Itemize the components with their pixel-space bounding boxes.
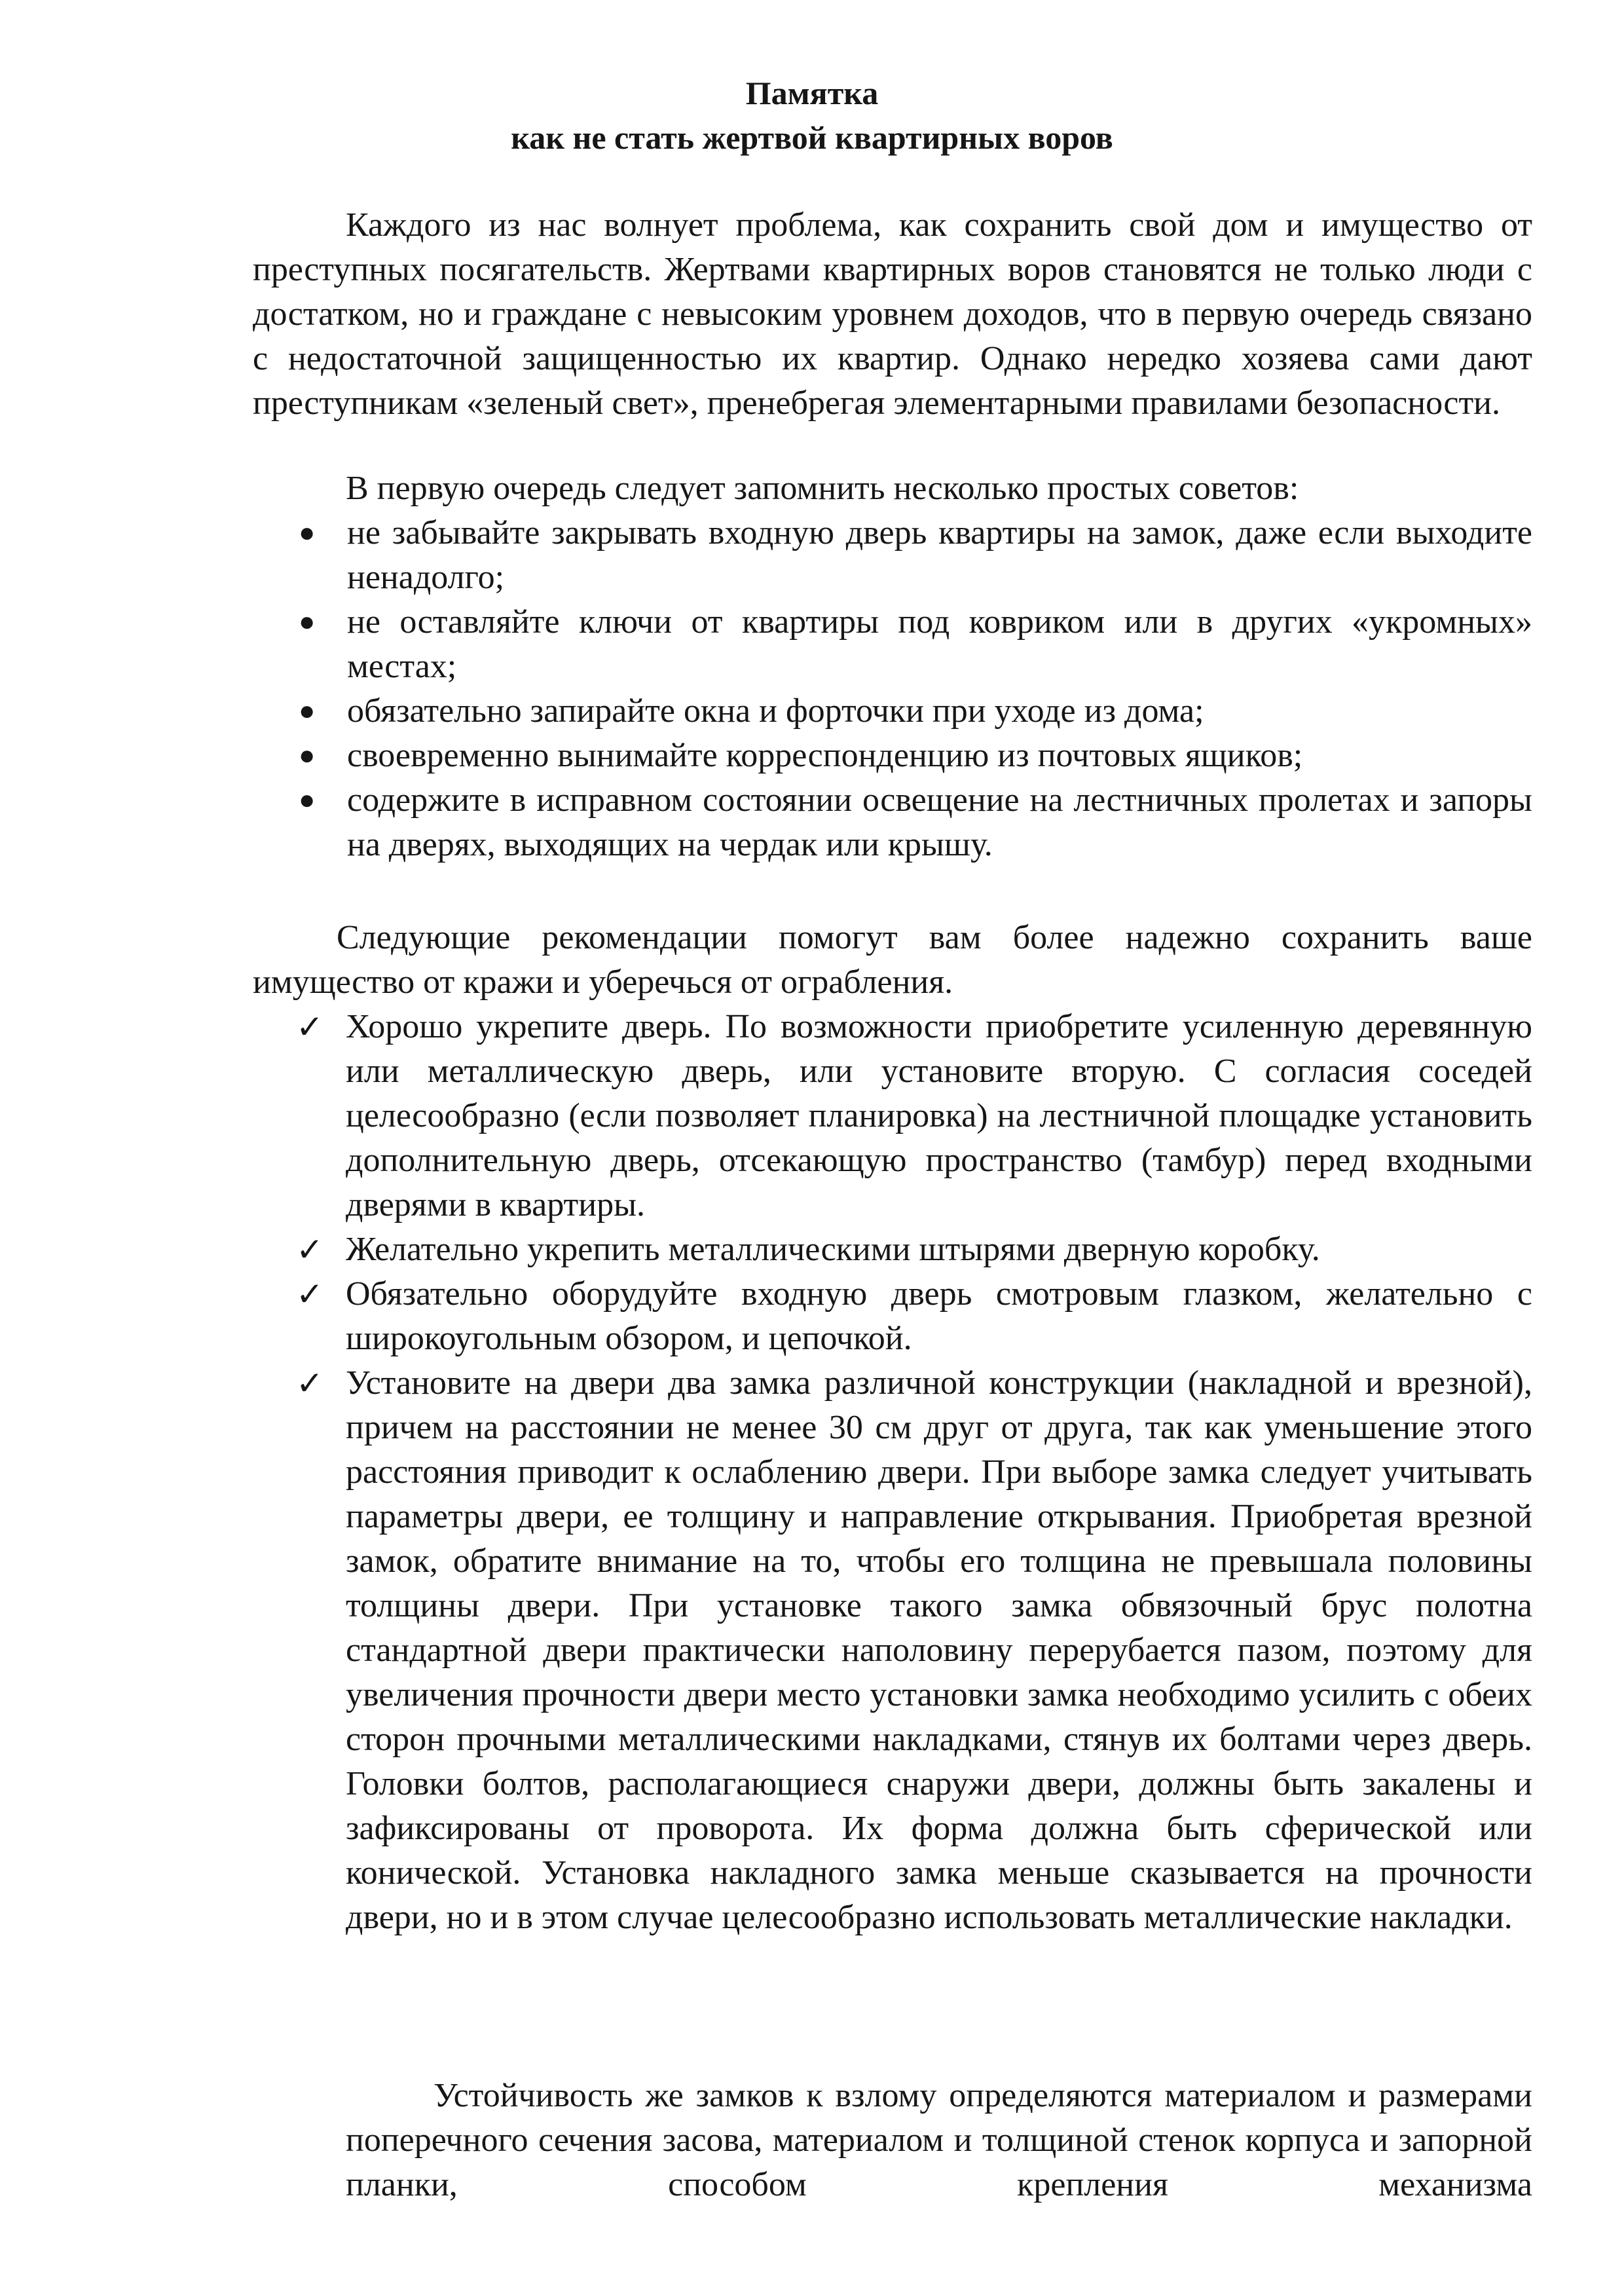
advice-bullet-list — [0, 511, 1624, 867]
document-title: Памятка — [745, 75, 879, 111]
list-item — [0, 734, 1624, 778]
bullet-icon: ● — [299, 696, 316, 726]
advice-intro: В первую очередь следует запомнить несколько простых советов: — [346, 470, 1299, 507]
bullet-icon: ● — [299, 607, 316, 637]
checkmark-icon: ✓ — [296, 1009, 323, 1045]
list-item-text: не оставляйте ключи от квартиры под ковриком или в других «укромных» местах; — [347, 603, 1532, 685]
list-item-text: содержите в исправном состоянии освещение на лестничных пролетах и запоры на дверях, выходящих на чердак или крышу. — [347, 781, 1532, 863]
bullet-icon: ● — [299, 785, 316, 815]
intro-paragraph: Каждого из нас волнует проблема, как сохранить свой дом и имущество от преступных посягательств. Жертвами квартирных воров становятся не только люди с достатком, но и граждане с невысоким уровнем доходов, что в первую очередь связано с недостаточной защищенностью их квартир. Однако нередко хозяева сами дают преступникам «зеленый свет», пренебрегая элементарными правилами безопасности. — [253, 206, 1532, 422]
bullet-icon: ● — [299, 741, 316, 771]
recommendations-check-list — [0, 1005, 1624, 1940]
list-item-text: Желательно укрепить металлическими штырями дверную коробку. — [346, 1231, 1320, 1268]
list-item-text: не забывайте закрывать входную дверь квартиры на замок, даже если выходите ненадолго; — [347, 514, 1532, 596]
list-item — [0, 511, 1624, 600]
list-item — [0, 778, 1624, 867]
list-item-text: Установите на двери два замка различной конструкции (накладной и врезной), причем на расстоянии не менее 30 см друг от друга, так как уменьшение этого расстояния приводит к ослаблению двери. При выборе замка следует учитывать параметры двери, ее толщину и направление открывания. Приобретая врезной замок, обратите внимание на то, чтобы его толщина не превышала половины толщины двери. При установке такого замка обвязочный брус полотна стандартной двери практически наполовину перерубается пазом, поэтому для увеличения прочности двери место установки замка необходимо усилить с обеих сторон прочными металлическими накладками, стянув их болтами через дверь. Головки болтов, располагающиеся снаружи двери, должны быть закалены и зафиксированы от проворота. Их форма должна быть сферической или конической. Установка накладного замка меньше сказывается на прочности двери, но и в этом случае целесообразно использовать металлические накладки. — [346, 1364, 1532, 1936]
list-item — [0, 1227, 1624, 1272]
list-item — [0, 1005, 1624, 1227]
bullet-icon: ● — [299, 518, 316, 548]
closing-paragraph: Устойчивость же замков к взлому определяются материалом и размерами поперечного сечения засова, материалом и толщиной стенок корпуса и запорной планки, способом крепления механизма — [346, 2077, 1532, 2203]
recommendations-intro: Следующие рекомендации помогут вам более надежно сохранить ваше имущество от кражи и уберечься от ограбления. — [253, 919, 1532, 1001]
list-item-text: своевременно вынимайте корреспонденцию из почтовых ящиков; — [347, 737, 1303, 774]
checkmark-icon: ✓ — [296, 1276, 323, 1313]
list-item-text: обязательно запирайте окна и форточки при уходе из дома; — [347, 692, 1204, 730]
list-item-text: Хорошо укрепите дверь. По возможности приобретите усиленную деревянную или металлическую дверь, или установите вторую. С согласия соседей целесообразно (если позволяет планировка) на лестничной площадке установить дополнительную дверь, отсекающую пространство (тамбур) перед входными дверями в квартиры. — [346, 1008, 1532, 1223]
list-item — [0, 689, 1624, 734]
checkmark-icon: ✓ — [296, 1365, 323, 1402]
checkmark-icon: ✓ — [296, 1231, 323, 1268]
list-item — [0, 600, 1624, 689]
list-item-text: Обязательно оборудуйте входную дверь смотровым глазком, желательно с широкоугольным обзором, и цепочкой. — [346, 1275, 1532, 1357]
list-item — [0, 1361, 1624, 1940]
list-item — [0, 1272, 1624, 1361]
document-subtitle: как не стать жертвой квартирных воров — [511, 119, 1113, 156]
